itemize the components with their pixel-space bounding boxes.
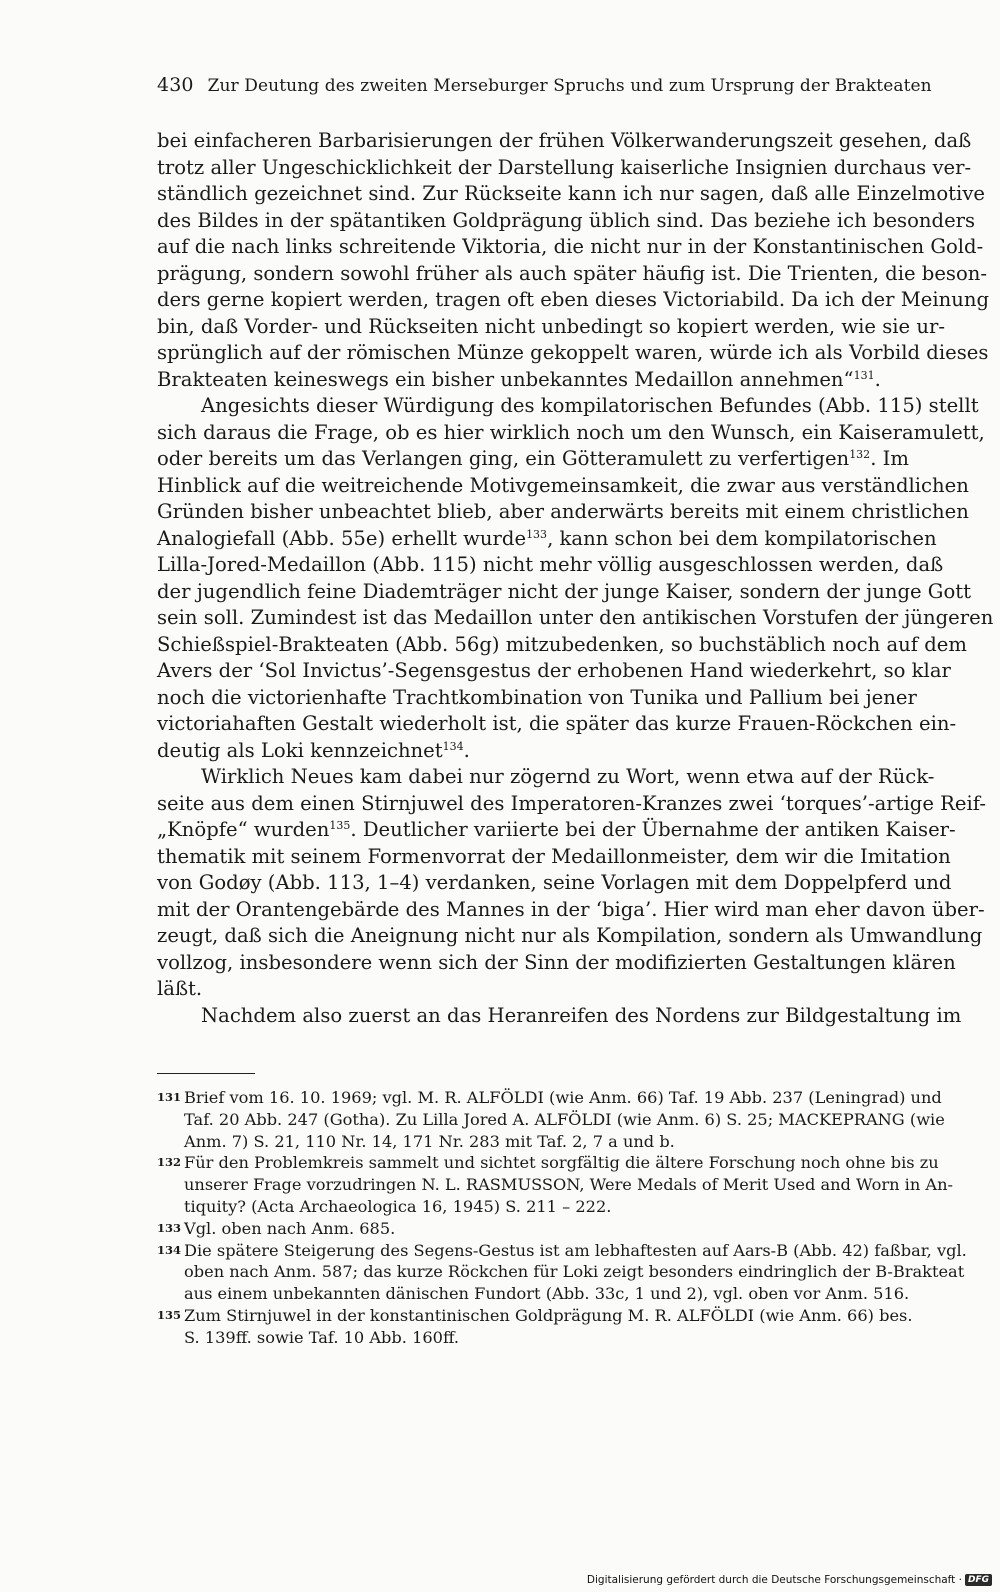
footnote-line: Für den Problemkreis sammelt und sichtet sorgfältig die ältere Forschung noch ohne bis zu: [184, 1153, 939, 1173]
footnote-line: Taf. 20 Abb. 247 (Gotha). Zu Lilla Jored A. ALFÖLDI (wie Anm. 6) S. 25; MACKEPRANG (wie: [184, 1109, 945, 1129]
text-line: [157, 261, 988, 288]
text-segment: Gründen bisher unbeachtet blieb, aber anderwärts bereits mit einem christlichen: [157, 500, 969, 523]
text-line: [157, 234, 984, 261]
text-segment: bin, daß Vorder- und Rückseiten nicht unbedingt so kopiert werden, wie sie ur-: [157, 314, 945, 338]
text-segment: Hinblick auf die weitreichende Motivgemeinsamkeit, die zwar aus verständlichen: [157, 473, 969, 497]
text-line: [157, 367, 881, 394]
footnote-number: 133: [157, 1220, 182, 1235]
text-line: [157, 473, 969, 500]
footnote: [157, 1152, 953, 1217]
main-text: [157, 128, 994, 1029]
text-line: [157, 764, 935, 791]
footnote-number: 135: [157, 1307, 182, 1322]
footnote-rule: [157, 1073, 255, 1074]
footnote: [157, 1240, 967, 1305]
text-segment: sein soll. Zumindest ist das Medaillon unter den antikischen Vorstufen der jüngeren: [157, 606, 994, 629]
text-segment: sprünglich auf der römischen Münze gekoppelt waren, würde ich als Vorbild dieses: [157, 341, 989, 364]
credit-text: Digitalisierung gefördert durch die Deutsche Forschungsgemeinschaft ·: [586, 1574, 962, 1586]
text-segment: , kann schon bei dem kompilatorischen: [547, 526, 937, 550]
text-segment: „Knöpfe“ wurden: [157, 818, 330, 841]
text-line: [157, 287, 990, 314]
text-segment: victoriahaften Gestalt wiederholt ist, die später das kurze Frauen-Röckchen ein-: [157, 712, 957, 735]
text-segment: noch die victorienhafte Trachtkombination von Tunika und Pallium bei jener: [157, 685, 917, 709]
text-line: [157, 791, 986, 818]
text-segment: sich daraus die Frage, ob es hier wirklich noch um den Wunsch, ein Kaiseramulett,: [157, 420, 985, 444]
text-line: [157, 552, 944, 579]
text-segment: deutig als Loki kennzeichnet: [157, 738, 443, 762]
digitization-credit: [587, 1574, 992, 1586]
footnotes: [157, 1087, 967, 1349]
text-segment: von Godøy (Abb. 113, 1–4) verdanken, seine Vorlagen mit dem Doppelpferd und: [157, 871, 952, 894]
text-line: [157, 605, 994, 632]
text-segment: . Deutlicher variierte bei der Übernahme der antiken Kaiser-: [350, 818, 956, 841]
footnote-ref[interactable]: 133: [526, 527, 548, 541]
text-segment: .: [463, 738, 470, 762]
page-number: 430: [157, 74, 194, 96]
footnote-line: aus einem unbekannten dänischen Fundort (Abb. 33c, 1 und 2), vgl. oben vor Anm. 516.: [184, 1284, 910, 1304]
text-segment: ders gerne kopiert werden, tragen oft eben dieses Victoriabild. Da ich der Meinung: [157, 288, 990, 311]
text-line: [157, 208, 976, 235]
text-segment: oder bereits um das Verlangen ging, ein Götteramulett zu verfertigen: [157, 447, 850, 470]
footnote: [157, 1305, 913, 1349]
text-segment: .: [874, 367, 881, 391]
text-line: [157, 658, 951, 685]
running-title: Zur Deutung des zweiten Merseburger Spruchs und zum Ursprung der Brakteaten: [207, 76, 932, 96]
text-segment: . Im: [870, 447, 909, 470]
text-segment: mit der Orantengebärde des Mannes in der ‘biga’. Hier wird man eher davon über-: [157, 897, 985, 921]
text-segment: trotz aller Ungeschicklichkeit der Darstellung kaiserliche Insignien durchaus ver-: [157, 155, 972, 179]
text-segment: thematik mit seinem Formenvorrat der Medaillonmeister, dem wir die Imitation: [157, 844, 951, 868]
text-line: [157, 870, 952, 897]
text-line: [157, 499, 969, 526]
text-line: [157, 155, 972, 182]
text-line: [157, 738, 855, 765]
text-segment: zeugt, daß sich die Aneignung nicht nur als Kompilation, sondern als Umwandlung: [157, 924, 983, 947]
text-line: [157, 632, 967, 659]
text-segment: auf die nach links schreitende Viktoria, die nicht nur in der Konstantinischen Gold-: [157, 235, 984, 258]
text-line: [157, 128, 972, 155]
footnote-number: 134: [157, 1242, 182, 1257]
text-line: [157, 526, 937, 553]
footnote-ref[interactable]: 135: [329, 819, 351, 832]
text-line: [157, 711, 957, 738]
footnote-line: tiquity? (Acta Archaeologica 16, 1945) S. 211 – 222.: [184, 1196, 612, 1216]
text-line: [157, 181, 985, 208]
text-segment: der jugendlich feine Diademträger nicht der junge Kaiser, sondern der junge Gott: [157, 579, 972, 603]
footnote-ref[interactable]: 132: [849, 448, 871, 461]
text-line: [157, 393, 979, 420]
text-line: [157, 685, 917, 712]
text-line: [157, 976, 855, 1003]
text-line: [157, 844, 951, 871]
text-segment: Brakteaten keineswegs ein bisher unbekanntes Medaillon annehmen“: [157, 367, 854, 391]
text-line: [157, 420, 985, 447]
footnote-line: S. 139ff. sowie Taf. 10 Abb. 160ff.: [184, 1327, 460, 1347]
footnote-line: Vgl. oben nach Anm. 685.: [184, 1218, 396, 1238]
text-line: [157, 923, 983, 950]
footnote-line: oben nach Anm. 587; das kurze Röckchen für Loki zeigt besonders eindringlich der B-Brakteat: [184, 1262, 965, 1282]
text-segment: Lilla-Jored-Medaillon (Abb. 115) nicht mehr völlig ausgeschlossen werden, daß: [157, 553, 944, 576]
text-segment: Avers der ‘Sol Invictus’-Segensgestus der erhobenen Hand wiederkehrt, so klar: [157, 659, 951, 682]
footnote-line: Die spätere Steigerung des Segens-Gestus ist am lebhaftesten auf Aars-B (Abb. 42) faßbar, vgl.: [184, 1240, 967, 1260]
footnote: [157, 1087, 945, 1152]
footnote-line: Zum Stirnjuwel in der konstantinischen Goldprägung M. R. ALFÖLDI (wie Anm. 66) bes.: [184, 1305, 913, 1325]
text-segment: Nachdem also zuerst an das Heranreifen des Nordens zur Bildgestaltung im: [201, 1003, 962, 1027]
footnote-line: Anm. 7) S. 21, 110 Nr. 14, 171 Nr. 283 mit Taf. 2, 7 a und b.: [184, 1131, 675, 1151]
footnote-number: 131: [157, 1090, 182, 1104]
text-segment: vollzog, insbesondere wenn sich der Sinn der modifizierten Gestaltungen klären: [157, 950, 956, 974]
text-line: [157, 950, 956, 977]
text-segment: Schießspiel-Brakteaten (Abb. 56g) mitzubedenken, so buchstäblich noch auf dem: [157, 632, 967, 656]
running-header: [157, 74, 932, 96]
text-line: [157, 340, 989, 367]
text-segment: Wirklich Neues kam dabei nur zögernd zu Wort, wenn etwa auf der Rück-: [201, 765, 935, 788]
dfg-logo: DFG: [965, 1574, 992, 1586]
text-segment: Angesichts dieser Würdigung des kompilatorischen Befundes (Abb. 115) stellt: [201, 394, 979, 417]
text-line: [157, 446, 909, 473]
text-segment: seite aus dem einen Stirnjuwel des Imperatoren-Kranzes zwei ‘torques’-artige Reif-: [157, 791, 986, 815]
text-segment: prägung, sondern sowohl früher als auch später häufig ist. Die Trienten, die beson-: [157, 261, 988, 285]
footnote-number: 132: [157, 1155, 182, 1170]
footnote-line: unserer Frage vorzudringen N. L. RASMUSSON, Were Medals of Merit Used and Worn in An-: [184, 1175, 953, 1195]
text-line: [157, 314, 945, 341]
footnote-ref[interactable]: 131: [853, 368, 875, 382]
text-segment: des Bildes in der spätantiken Goldprägung üblich sind. Das beziehe ich besonders: [157, 208, 976, 232]
text-line: [157, 579, 972, 606]
text-line: [157, 1003, 962, 1030]
text-segment: Analogiefall (Abb. 55e) erhellt wurde: [157, 526, 527, 550]
text-segment: läßt.: [157, 977, 203, 1000]
text-line: [157, 897, 985, 924]
footnote-ref[interactable]: 134: [442, 739, 464, 753]
text-line: [157, 817, 956, 844]
footnote-line: Brief vom 16. 10. 1969; vgl. M. R. ALFÖLDI (wie Anm. 66) Taf. 19 Abb. 237 (Leningrad) und: [184, 1088, 942, 1107]
text-segment: ständlich gezeichnet sind. Zur Rückseite kann ich nur sagen, daß alle Einzelmotive: [157, 182, 985, 205]
text-segment: bei einfacheren Barbarisierungen der frühen Völkerwanderungszeit gesehen, daß: [157, 129, 972, 152]
footnote: [157, 1218, 855, 1240]
